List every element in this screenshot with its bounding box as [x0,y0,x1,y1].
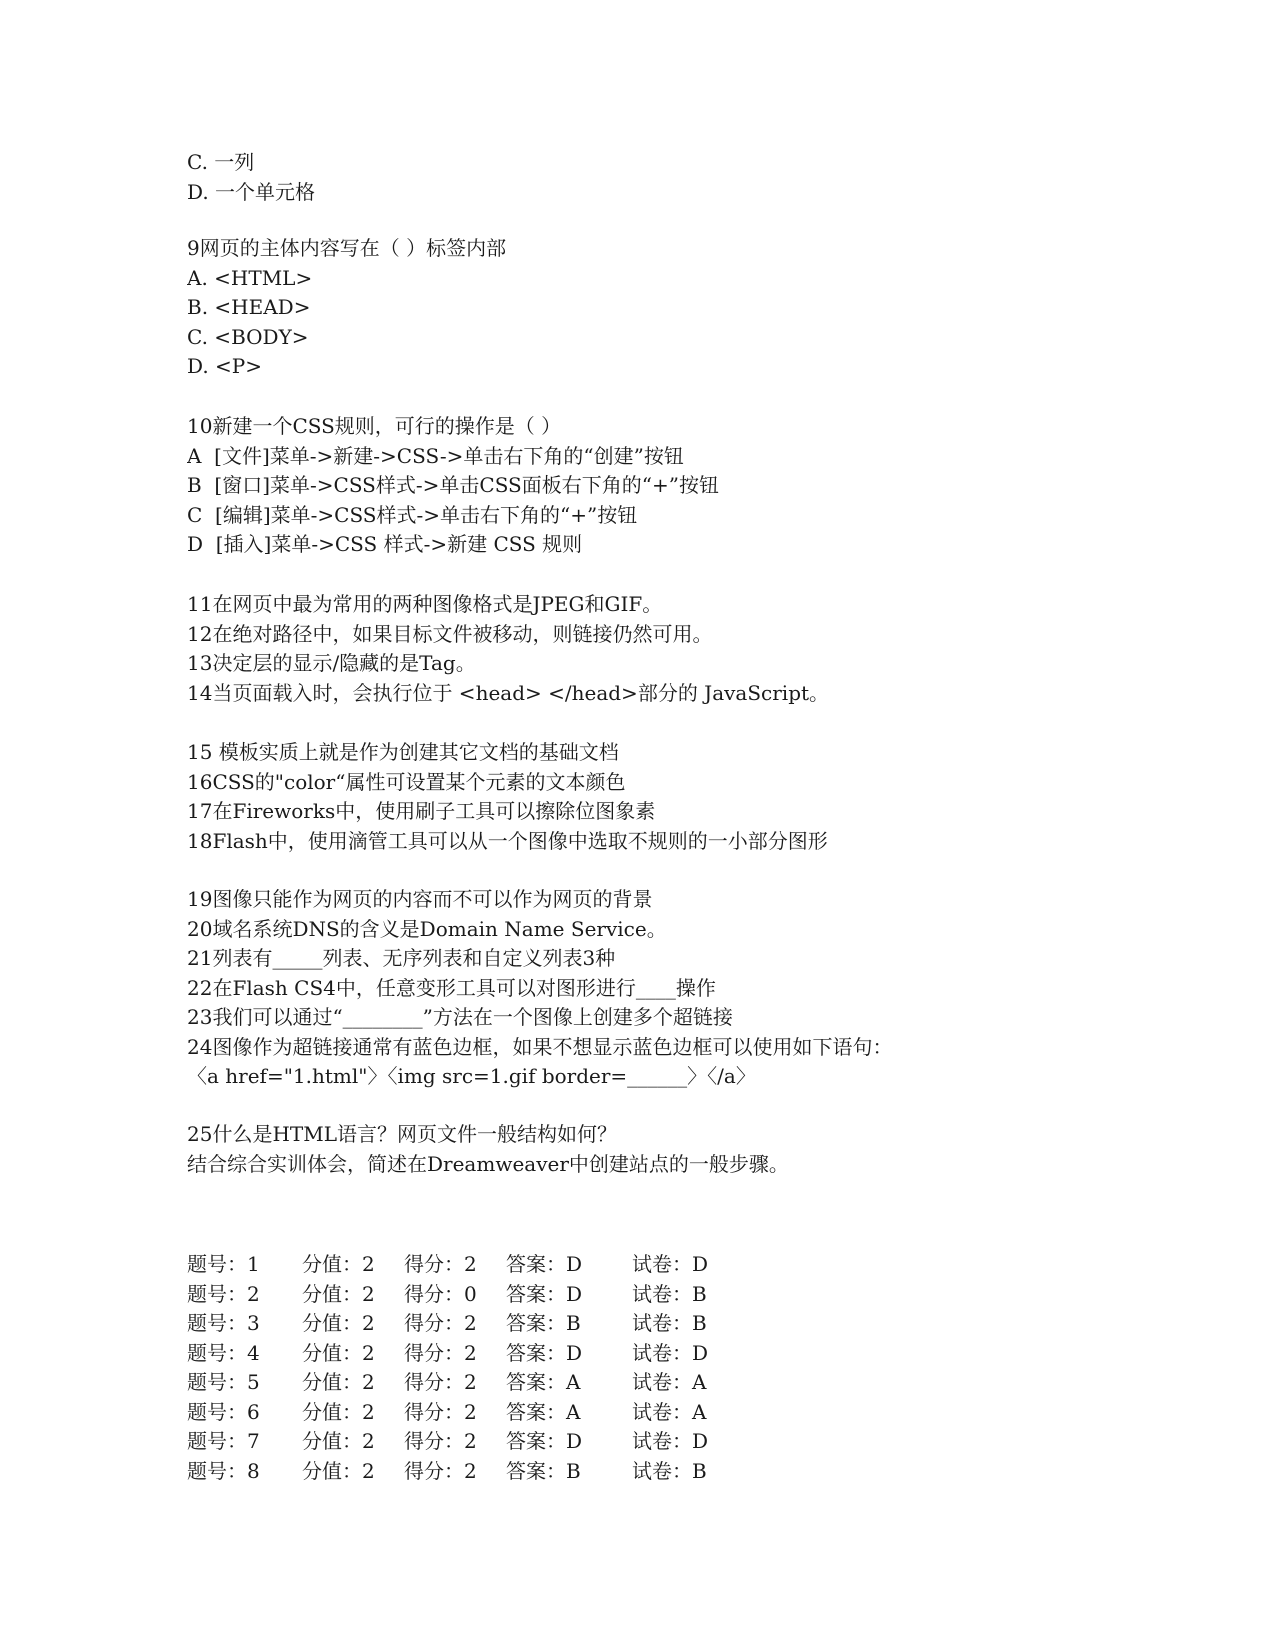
option-d: D [插入]菜单->CSS 样式->新建 CSS 规则 [187,532,583,556]
point-value: 分值：2 [302,1281,375,1306]
paper-answer: 试卷：D [632,1429,709,1453]
score-earned: 得分：2 [404,1370,477,1394]
question-number: 题号：8 [187,1458,260,1483]
point-value: 分值：2 [302,1252,375,1276]
question-number: 题号：3 [187,1311,260,1335]
correct-answer: 答案：A [506,1399,581,1424]
question-24-code: 〈a href="1.html"〉〈img src=1.gif border=______〉〈/a〉 [187,1064,756,1088]
paper-answer: 试卷：A [632,1370,707,1394]
question-14: 14当页面载入时，会执行位于 <head> </head>部分的 JavaScript。 [187,680,830,705]
point-value: 分值：2 [302,1429,375,1453]
judge-questions-11-14 [187,590,1187,708]
table-row [187,1427,752,1457]
table-row [187,1339,752,1369]
question-16: 16CSS的"color“属性可设置某个元素的文本颜色 [187,769,626,794]
paper-answer: 试卷：B [632,1311,707,1335]
paper-answer: 试卷：D [632,1340,709,1365]
question-18: 18Flash中，使用滴管工具可以从一个图像中选取不规则的一小部分图形 [187,828,828,853]
question-11: 11在网页中最为常用的两种图像格式是JPEG和GIF。 [187,592,663,616]
question-stem: 10新建一个CSS规则，可行的操作是（ ） [187,414,562,438]
score-table-body [187,1250,752,1486]
question-number: 题号：4 [187,1340,260,1365]
correct-answer: 答案：B [506,1458,581,1483]
point-value: 分值：2 [302,1458,375,1483]
table-row [187,1250,752,1280]
correct-answer: 答案：B [506,1311,581,1335]
correct-answer: 答案：D [506,1252,583,1276]
question-number: 题号：2 [187,1281,260,1306]
judge-questions-15-18 [187,738,1187,856]
question-26: 结合综合实训体会，简述在Dreamweaver中创建站点的一般步骤。 [187,1151,789,1176]
question-22: 22在Flash CS4中，任意变形工具可以对图形进行____操作 [187,975,716,1000]
question-number: 题号：5 [187,1370,260,1394]
table-row [187,1457,752,1487]
question-25: 25什么是HTML语言？网页文件一般结构如何？ [187,1122,617,1146]
question-19: 19图像只能作为网页的内容而不可以作为网页的背景 [187,887,653,911]
essay-questions [187,1120,1187,1179]
question-20: 20域名系统DNS的含义是Domain Name Service。 [187,916,667,941]
table-row [187,1280,752,1310]
question-number: 题号：1 [187,1252,260,1276]
question-23: 23我们可以通过“________”方法在一个图像上创建多个超链接 [187,1005,733,1029]
option-a: A. <HTML> [187,265,313,290]
correct-answer: 答案：D [506,1340,583,1365]
point-value: 分值：2 [302,1340,375,1365]
score-earned: 得分：2 [404,1429,477,1453]
option-d: D. <P> [187,354,263,378]
score-earned: 得分：2 [404,1399,477,1424]
question-12: 12在绝对路径中，如果目标文件被移动，则链接仍然可用。 [187,621,713,646]
question-number: 题号：6 [187,1399,260,1424]
option-d: D. 一个单元格 [187,179,316,204]
question-21: 21列表有_____列表、无序列表和自定义列表3种 [187,946,616,970]
question-13: 13决定层的显示/隐藏的是Tag。 [187,651,476,675]
score-table [187,1250,752,1486]
fill-questions-19-24 [187,885,1187,1092]
paper-answer: 试卷：A [632,1399,707,1424]
point-value: 分值：2 [302,1399,375,1424]
score-earned: 得分：2 [404,1340,477,1365]
option-c: C [编辑]菜单->CSS样式->单击右下角的“+”按钮 [187,502,638,527]
question-number: 题号：7 [187,1429,260,1453]
score-earned: 得分：2 [404,1252,477,1276]
table-row [187,1398,752,1428]
table-row [187,1309,752,1339]
table-row [187,1368,752,1398]
option-b: B. <HEAD> [187,295,311,319]
paper-answer: 试卷：B [632,1281,707,1306]
question-24: 24图像作为超链接通常有蓝色边框，如果不想显示蓝色边框可以使用如下语句： [187,1034,893,1059]
point-value: 分值：2 [302,1370,375,1394]
paper-answer: 试卷：D [632,1252,709,1276]
option-b: B [窗口]菜单->CSS样式->单击CSS面板右下角的“+”按钮 [187,473,719,497]
paper-answer: 试卷：B [632,1458,707,1483]
question-17: 17在Fireworks中，使用刷子工具可以擦除位图象素 [187,799,656,823]
option-a: A [文件]菜单->新建->CSS->单击右下角的“创建”按钮 [187,443,684,468]
question-10 [187,412,1187,560]
question-stem: 9网页的主体内容写在（ ）标签内部 [187,236,507,260]
question-15: 15 模板实质上就是作为创建其它文档的基础文档 [187,740,619,764]
score-earned: 得分：0 [404,1281,477,1306]
correct-answer: 答案：D [506,1281,583,1306]
score-earned: 得分：2 [404,1458,477,1483]
point-value: 分值：2 [302,1311,375,1335]
correct-answer: 答案：A [506,1370,581,1394]
question-8-options [187,148,1187,207]
question-9 [187,234,1187,382]
option-c: C. 一列 [187,150,255,174]
score-earned: 得分：2 [404,1311,477,1335]
correct-answer: 答案：D [506,1429,583,1453]
option-c: C. <BODY> [187,324,309,349]
